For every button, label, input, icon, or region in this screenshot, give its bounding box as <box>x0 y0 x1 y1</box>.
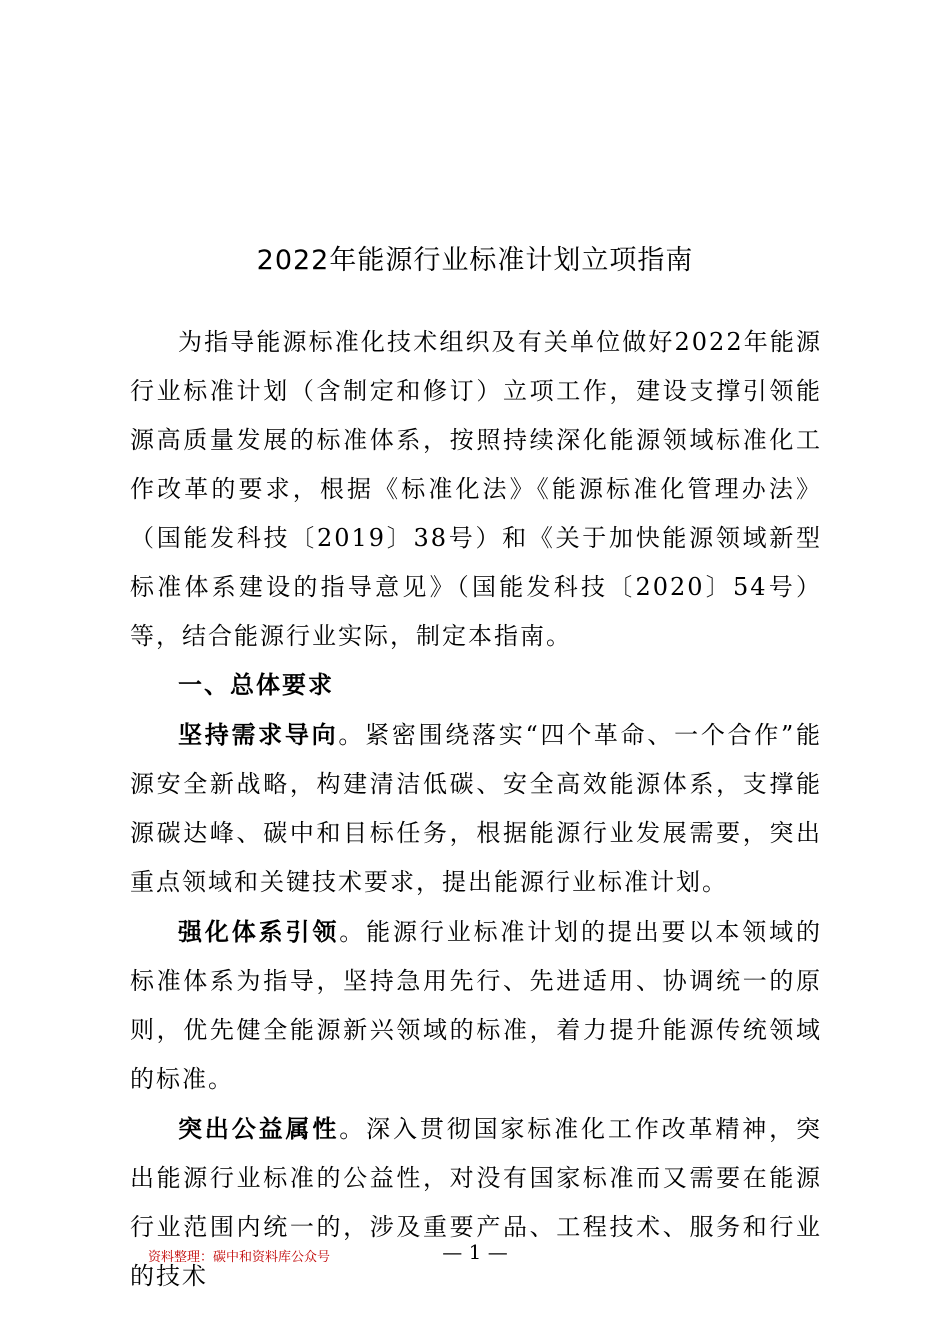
section-heading: 一、总体要求 <box>178 671 334 699</box>
requirement-paragraph <box>130 907 822 1104</box>
requirement-text: 。能源行业标准计划的提出要以本领域的标准体系为指导，坚持急用先行、先进适用、协调统一的原则，优先健全能源新兴领域的标准，着力提升能源传统领域的标准。 <box>130 918 823 1093</box>
requirement-text: 。紧密围绕落实“四个革命、一个合作”能源安全新战略，构建清洁低碳、安全高效能源体系，支撑能源碳达峰、碳中和目标任务，根据能源行业发展需要，突出重点领域和关键技术要求，提出能源行业标准计划。 <box>130 721 823 896</box>
requirement-lead: 坚持需求导向 <box>178 720 339 749</box>
source-note: 资料整理：碳中和资料库公众号 <box>148 1250 331 1265</box>
requirement-paragraph <box>130 710 822 907</box>
document-title: 2022年能源行业标准计划立项指南 <box>256 245 694 276</box>
requirement-lead: 强化体系引领 <box>178 917 340 946</box>
requirement-paragraph <box>130 1104 822 1301</box>
document-body <box>130 318 822 1301</box>
page-number: — 1 — <box>442 1240 508 1264</box>
intro-paragraph: 为指导能源标准化技术组织及有关单位做好2022年能源行业标准计划（含制定和修订）立项工作，建设支撑引领能源高质量发展的标准体系，按照持续深化能源领域标准化工作改革的要求，根据《标准化法》《能源标准化管理办法》（国能发科技〔2019〕38号）和《关于加快能源领域新型标准体系建设的指导意见》（国能发科技〔2020〕54号）等，结合能源行业实际，制定本指南。 <box>130 328 822 650</box>
requirement-lead: 突出公益属性 <box>178 1114 340 1143</box>
requirement-text: 。深入贯彻国家标准化工作改革精神，突出能源行业标准的公益性，对没有国家标准而又需要在能源行业范围内统一的，涉及重要产品、工程技术、服务和行业的技术 <box>130 1115 823 1290</box>
